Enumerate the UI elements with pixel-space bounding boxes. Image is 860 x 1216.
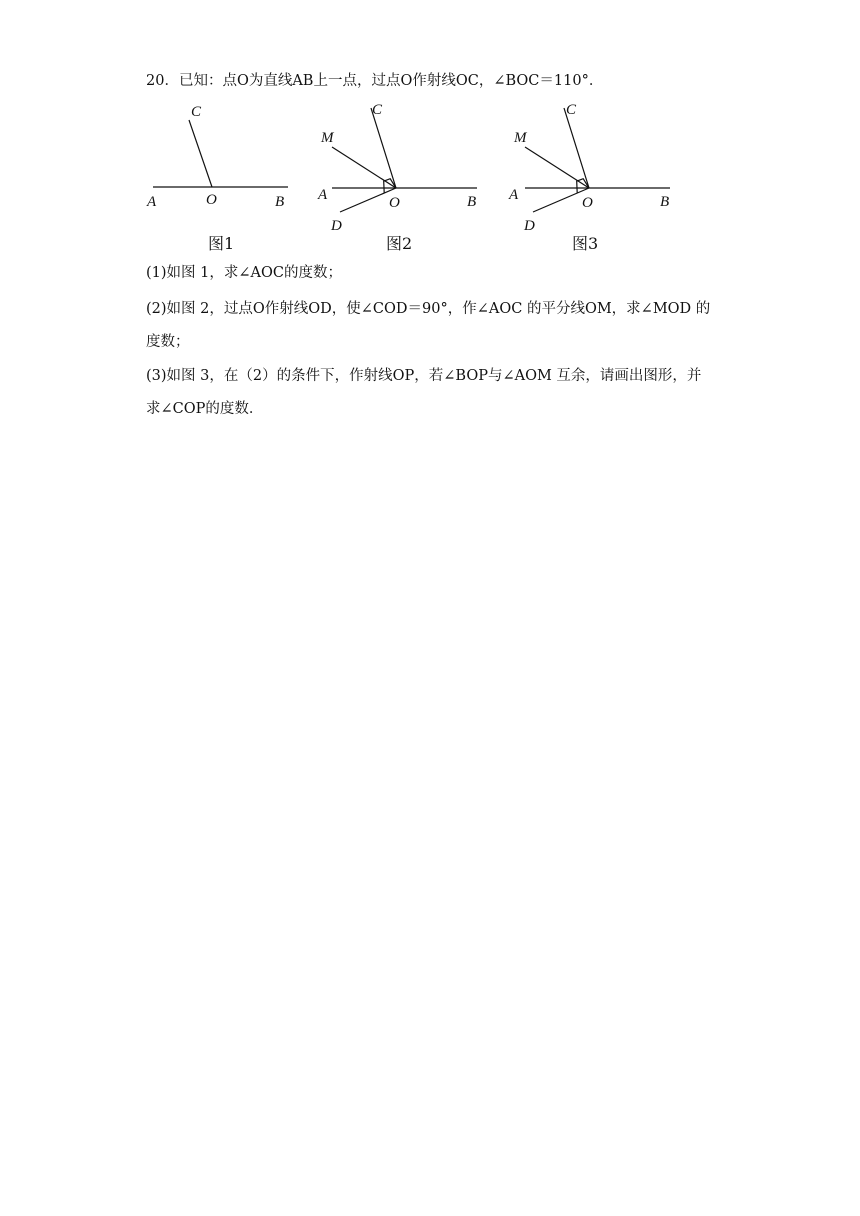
label-b: B (660, 194, 670, 210)
label-a: A (147, 194, 157, 210)
label-m: M (321, 130, 334, 146)
question-part-3-line-2: 求∠COP的度数． (146, 401, 264, 417)
ray-oc (189, 120, 212, 187)
figure-2-diagram (312, 98, 487, 238)
figure-1-caption: 图1 (208, 234, 235, 253)
ray-oc (371, 108, 396, 188)
label-d: D (331, 218, 342, 234)
ray-oc (564, 108, 589, 188)
question-part-2-line-1: (2)如图 2，过点O作射线OD，使∠COD＝90°，作∠AOC 的平分线OM，求∠MOD 的 (146, 301, 711, 317)
label-a: A (318, 187, 328, 203)
label-c: C (566, 102, 577, 118)
question-part-2-line-2: 度数； (146, 334, 190, 350)
label-d: D (524, 218, 535, 234)
label-c: C (191, 104, 202, 120)
figure-2-caption: 图2 (386, 234, 413, 253)
label-b: B (275, 194, 285, 210)
problem-stem: 20．已知：点O为直线AB上一点，过点O作射线OC，∠BOC＝110°． (146, 73, 604, 89)
label-o: O (389, 195, 400, 211)
label-o: O (582, 195, 593, 211)
figure-3-diagram (505, 98, 680, 238)
label-c: C (372, 102, 383, 118)
label-b: B (467, 194, 477, 210)
ray-om (332, 147, 396, 188)
label-m: M (514, 130, 527, 146)
question-part-1: (1)如图 1，求∠AOC的度数； (146, 265, 342, 281)
figure-3-caption: 图3 (572, 234, 599, 253)
figure-2 (312, 98, 487, 242)
figure-3 (505, 98, 680, 242)
figure-1 (140, 98, 300, 222)
figure-1-diagram (140, 98, 300, 218)
label-o: O (206, 192, 217, 208)
ray-om (525, 147, 589, 188)
question-part-3-line-1: (3)如图 3，在（2）的条件下，作射线OP，若∠BOP与∠AOM 互余，请画出图形，并 (146, 368, 702, 384)
ray-od (340, 188, 396, 212)
label-a: A (509, 187, 519, 203)
ray-od (533, 188, 589, 212)
